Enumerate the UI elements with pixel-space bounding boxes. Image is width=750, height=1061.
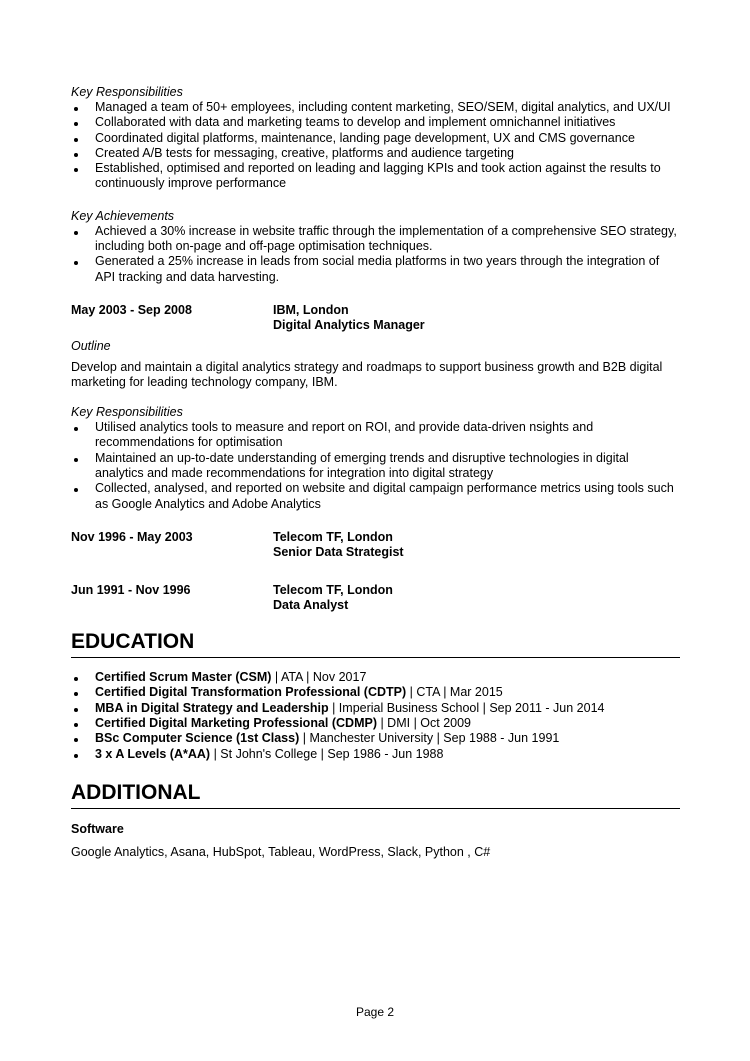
key-achievements-heading: Key Achievements: [71, 208, 175, 223]
list-item: [71, 716, 680, 731]
qualification-name: Certified Scrum Master (CSM): [95, 670, 272, 685]
responsibilities-list: [71, 420, 680, 512]
software-heading: Software: [71, 821, 124, 836]
education-heading: EDUCATION: [71, 629, 680, 658]
qualification-details: | CTA | Mar 2015: [406, 685, 503, 700]
page-number: Page 2: [355, 1005, 395, 1019]
additional-heading: ADDITIONAL: [71, 780, 680, 809]
job-company: Telecom TF, London: [273, 582, 393, 597]
list-item: Managed a team of 50+ employees, including content marketing, SEO/SEM, digital analytics, and UX/UI: [71, 100, 680, 115]
resume-page: [71, 84, 680, 860]
key-responsibilities-heading: Key Responsibilities: [71, 85, 183, 99]
list-item: [71, 685, 680, 700]
qualification-details: | Imperial Business School | Sep 2011 - Jun 2014: [328, 700, 605, 715]
list-item: [71, 701, 680, 716]
list-item: Maintained an up-to-date understanding of emerging trends and disruptive technologies in digital analytics and made recommendations for integration into digital strategy: [71, 451, 680, 482]
list-item: Created A/B tests for messaging, creative, platforms and audience targeting: [71, 146, 680, 161]
list-item: Utilised analytics tools to measure and report on ROI, and provide data-driven nsights and recommendations for optimisation: [71, 420, 680, 451]
list-item: Achieved a 30% increase in website traffic through the implementation of a comprehensive SEO strategy, including both on-page and off-page optimisation techniques.: [71, 224, 680, 255]
job-title: Data Analyst: [273, 597, 349, 612]
job-dates: Jun 1991 - Nov 1996: [71, 582, 191, 597]
qualification-name: MBA in Digital Strategy and Leadership: [95, 700, 329, 715]
software-list: Google Analytics, Asana, HubSpot, Tableau, WordPress, Slack, Python , C#: [71, 844, 491, 859]
job-telecom-analyst: [71, 583, 680, 614]
qualification-details: | DMI | Oct 2009: [376, 716, 472, 731]
qualification-name: BSc Computer Science (1st Class): [95, 731, 300, 746]
qualification-name: Certified Digital Marketing Professional (CDMP): [95, 716, 377, 731]
list-item: Collected, analysed, and reported on website and digital campaign performance metrics using tools such as Google Analytics and Adobe Analytics: [71, 481, 680, 512]
qualification-details: | ATA | Nov 2017: [271, 670, 367, 685]
outline-text: Develop and maintain a digital analytics strategy and roadmaps to support business growth and B2B digital marketing for leading technology company, IBM.: [71, 359, 663, 389]
outline-heading: Outline: [71, 338, 111, 353]
list-item: Generated a 25% increase in leads from social media platforms in two years through the integration of API tracking and data harvesting.: [71, 254, 680, 285]
qualification-name: 3 x A Levels (A*AA): [95, 746, 211, 761]
job-company: IBM, London: [273, 302, 349, 317]
qualification-details: | Manchester University | Sep 1988 - Jun 1991: [299, 731, 560, 746]
job-telecom-senior: [71, 530, 680, 561]
achievements-list: [71, 224, 680, 285]
job-company: Telecom TF, London: [273, 529, 393, 544]
job-dates: Nov 1996 - May 2003: [71, 529, 193, 544]
job-title: Senior Data Strategist: [273, 545, 404, 560]
list-item: [71, 731, 680, 746]
responsibilities-list: [71, 100, 680, 192]
job-dates: May 2003 - Sep 2008: [71, 302, 192, 317]
qualification-name: Certified Digital Transformation Professional (CDTP): [95, 685, 407, 700]
list-item: Coordinated digital platforms, maintenance, landing page development, UX and CMS governance: [71, 131, 680, 146]
education-list: [71, 670, 680, 762]
qualification-details: | St John's College | Sep 1986 - Jun 1988: [210, 746, 444, 761]
job-ibm: [71, 303, 680, 334]
list-item: [71, 670, 680, 685]
list-item: Established, optimised and reported on leading and lagging KPIs and took action against the results to continuously improve performance: [71, 161, 680, 192]
list-item: Collaborated with data and marketing teams to develop and implement omnichannel initiatives: [71, 115, 680, 130]
key-responsibilities-heading: Key Responsibilities: [71, 405, 183, 420]
job-title: Digital Analytics Manager: [273, 318, 425, 333]
list-item: [71, 747, 680, 762]
